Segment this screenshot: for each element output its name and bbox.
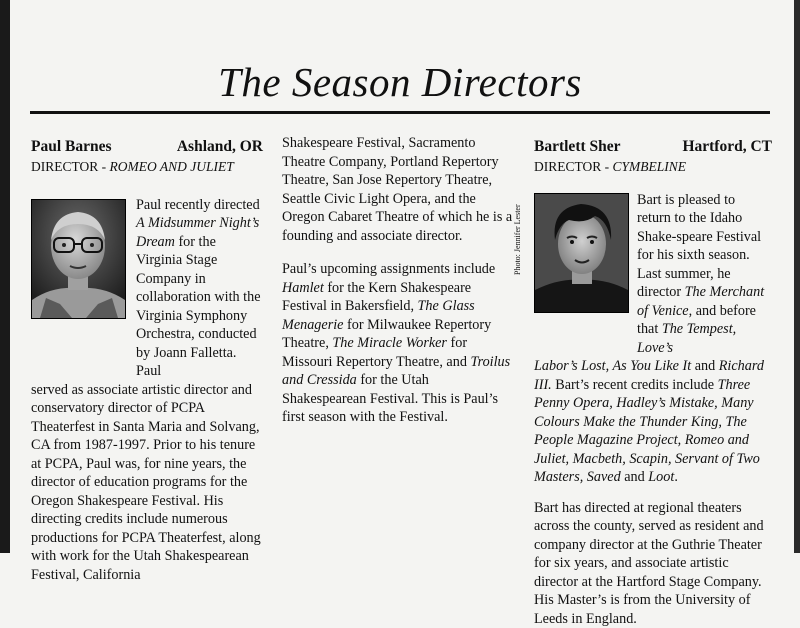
text: .	[674, 469, 678, 485]
photo-credit-text: Photo: Jennifer Lester	[513, 204, 522, 275]
play-title: Loot	[648, 469, 674, 485]
portrait-photo-bartlett-sher	[534, 193, 629, 313]
role-play: CYMBELINE	[613, 159, 687, 174]
text: , and before that	[637, 303, 756, 338]
paragraph-gap	[282, 245, 514, 260]
text: for Missouri Repertory Theatre, and	[282, 335, 470, 370]
text: Bart is pleased to return to the Idaho Shake-speare Festival for his sixth season. Last summer, he director	[637, 192, 761, 301]
bio-intro	[31, 196, 263, 381]
text: for the Virginia Stage Company in collaboration with the Virginia Symphony Orchestra, conducted by Joann Falletta. Paul	[136, 234, 261, 380]
text: and	[621, 469, 649, 485]
bio-paragraph: Bart has directed at regional theaters across the county, served as resident and company director at the Guthrie Theater for six years, and associate artistic director at the Hartford Stage Company. His Master’s is from the University of Leeds in England.	[534, 499, 772, 628]
play-title: Labor’s Lost, As You Like It	[534, 358, 691, 374]
bio-intro-text	[136, 196, 263, 381]
paragraph-gap	[534, 487, 772, 499]
director-name-row	[534, 137, 772, 156]
column-paul-barnes	[31, 137, 263, 584]
play-title: Three Penny Opera, Hadley’s Mistake, Many Colours Make the Thunder King, The People Magazine Project, Romeo and Juliet, Macbeth, Scapin, Servant of Two Masters, Saved	[534, 377, 760, 486]
text: and	[691, 358, 719, 374]
director-role	[31, 158, 263, 177]
portrait-image	[535, 194, 628, 312]
play-title: A Midsummer Night’s Dream	[136, 215, 259, 250]
director-location: Hartford, CT	[682, 137, 772, 156]
bio-paragraph	[282, 260, 514, 427]
photo-credit	[507, 195, 527, 275]
director-name-row	[31, 137, 263, 156]
director-name: Paul Barnes	[31, 137, 112, 156]
bio-paragraph: served as associate artistic director and conservatory director of PCPA Theaterfest in Santa Maria and Solvang, CA from 1987-1997. Prior to his tenure at PCPA, Paul was, for nine years, the director of education programs for the Oregon Shakespeare Festival. His directing credits include numerous productions for PCPA Theaterfest, along with work for the Utah Shakespearean Festival, California	[31, 381, 263, 585]
bio-intro-text	[637, 191, 772, 358]
column-bartlett-sher	[534, 137, 772, 628]
play-title: Troilus and Cressida	[282, 354, 510, 389]
text: Bart’s recent credits include	[552, 377, 718, 393]
text: for the Utah Shakespearean Festival. This is Paul’s first season with the Festival.	[282, 372, 498, 425]
role-prefix: DIRECTOR -	[31, 159, 110, 174]
role-play: ROMEO AND JULIET	[110, 159, 234, 174]
bio-paragraph	[534, 357, 772, 487]
bio-paragraph: Shakespeare Festival, Sacramento Theatre Company, Portland Repertory Theatre, San Jose Repertory Theatre, Seattle Civic Light Opera, and the Oregon Cabaret Theatre of which he is a founding and associate director.	[282, 134, 514, 245]
portrait-image	[32, 200, 125, 318]
portrait-photo-paul-barnes	[31, 199, 126, 319]
director-name: Bartlett Sher	[534, 137, 621, 156]
play-title: The Merchant of Venice	[637, 284, 764, 319]
director-role	[534, 158, 772, 177]
play-title: Richard III.	[534, 358, 764, 393]
director-location: Ashland, OR	[177, 137, 263, 156]
page-title: The Season Directors	[0, 58, 800, 106]
text: for Milwaukee Repertory Theatre,	[282, 317, 491, 352]
play-title: The Glass Menagerie	[282, 298, 475, 333]
text: for the Kern Shakespeare Festival in Bakersfield,	[282, 280, 471, 315]
play-title: Hamlet	[282, 280, 324, 296]
title-rule	[30, 111, 770, 114]
text: Paul’s upcoming assignments include	[282, 261, 495, 277]
play-title: The Tempest, Love’s	[637, 321, 736, 356]
column-paul-barnes-continued	[282, 134, 514, 427]
text: Paul recently directed	[136, 197, 260, 213]
role-prefix: DIRECTOR -	[534, 159, 613, 174]
play-title: The Miracle Worker	[332, 335, 447, 351]
bio-intro	[534, 191, 772, 358]
